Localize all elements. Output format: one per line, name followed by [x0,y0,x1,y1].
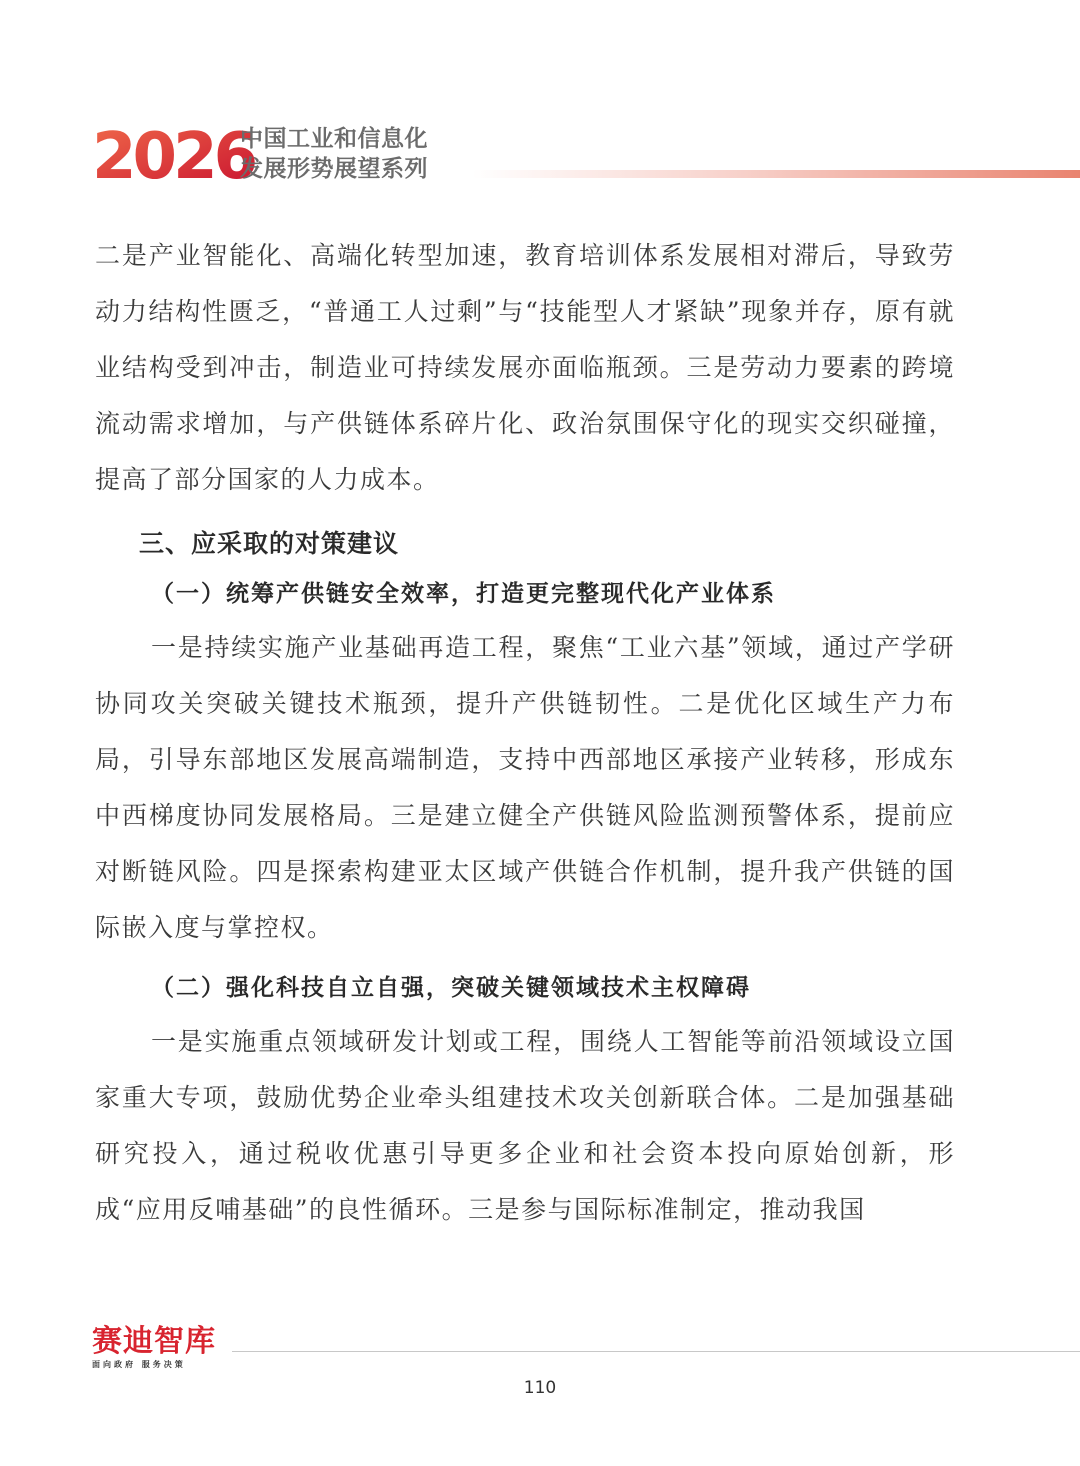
subsection-heading-1: （一）统筹产供链安全效率，打造更完整现代化产业体系 [151,580,776,607]
ccid-logo [92,1326,232,1374]
series-title [240,124,428,184]
series-title-line2: 发展形势展望系列 [240,156,428,182]
series-title-line1: 中国工业和信息化 [240,126,428,152]
header-gradient-rule [472,170,1080,178]
brand-slogan: 面向政府 服务决策 [92,1360,186,1369]
subsection-heading-2: （二）强化科技自立自强，突破关键领域技术主权障碍 [151,974,751,1001]
year-2026-logo [92,120,255,194]
section-heading: 三、应采取的对策建议 [139,529,400,558]
page-header [92,120,1080,194]
brand-name: 赛迪智库 [92,1324,216,1359]
paragraph-3: 一是实施重点领域研发计划或工程，围绕人工智能等前沿领域设立国家重大专项，鼓励优势企业牵头组建技术攻关创新联合体。二是加强基础研究投入，通过税收优惠引导更多企业和社会资本投向原始创新，形成“应用反哺基础”的良性循环。三是参与国际标准制定，推动我国 [95,1027,955,1224]
footer-rule [232,1351,1080,1352]
page-number: 110 [523,1378,557,1398]
paragraph-2: 一是持续实施产业基础再造工程，聚焦“工业六基”领域，通过产学研协同攻关突破关键技术瓶颈，提升产供链韧性。二是优化区域生产力布局，引导东部地区发展高端制造，支持中西部地区承接产业转移，形成东中西梯度协同发展格局。三是建立健全产供链风险监测预警体系，提前应对断链风险。四是探索构建亚太区域产供链合作机制，提升我产供链的国际嵌入度与掌控权。 [95,633,955,942]
main-content [95,228,955,1238]
year-text: 2026 [92,120,255,194]
paragraph-1: 二是产业智能化、高端化转型加速，教育培训体系发展相对滞后，导致劳动力结构性匮乏，“普通工人过剩”与“技能型人才紧缺”现象并存，原有就业结构受到冲击，制造业可持续发展亦面临瓶颈。三是劳动力要素的跨境流动需求增加，与产供链体系碎片化、政治氛围保守化的现实交织碰撞，提高了部分国家的人力成本。 [95,241,955,494]
